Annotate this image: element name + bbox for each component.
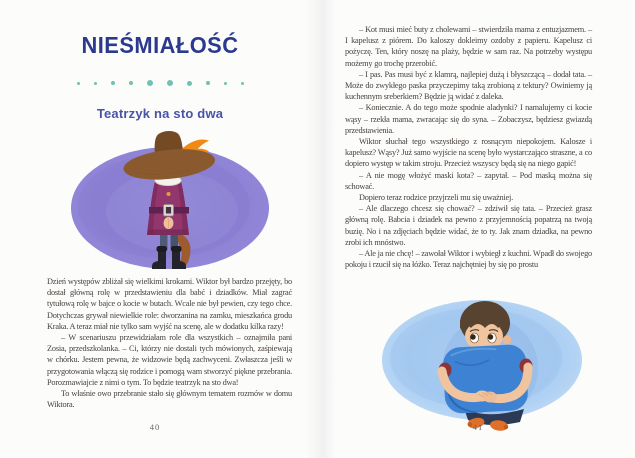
paragraph: – Kot musi mieć buty z cholewami – stwierdziła mama z entuzjazmem. – I kapelusz z piórem. Do kaloszy dokleimy ozdoby z papieru. Kapelusz ci pożyczę. Ten, który noszę na plaży, będzie w sam raz. Na potrzeby występu możemy go trochę przerobić. [345,25,592,68]
paragraph: – A nie mogę włożyć maski kota? – zapytał. – Pod maską można się schować. [345,170,592,191]
story-title: Teatrzyk na sto dwa [96,106,224,121]
paragraph: Dzień występów zbliżał się wielkimi krokami. Wiktor był bardzo przejęty, bo dostał główną rolę w przedstawieniu dla babć i dziadków. Miał zagrać tytułową rolę w bajce o kocie w butach. Wcale nie był pewien, czy tego chce. Dotychczas grywał niewielkie role: dworzanina na zamku, mieszkańca grodu Kraka. A teraz miał nie tylko sam wyjść na scenę, ale w dodatku kilka razy! [47,277,292,331]
blue-pillow [442,344,528,414]
paragraph: – Ale ja nie chcę! – zawołał Wiktor i wybiegł z kuchni. Wpadł do swojego pokoju i rzucił się na łóżko. Teraz najchętniej by się po prostu [345,249,592,270]
dot-icon [77,82,80,85]
paragraph: To właśnie owo przebranie stało się głównym tematem rozmów w domu Wiktora. [47,389,292,410]
paragraph: – I pas. Pas musi być z klamrą, najlepiej dużą i błyszczącą – dodał tata. – Może do zwykłego paska przyczepimy taką zrobioną z tektury? Owiniemy ją kuchennym sreberkiem? Będzie ją widać z daleka. [345,69,592,102]
dot-icon [167,80,173,86]
dot-icon [206,81,210,85]
dot-icon [129,81,133,85]
illustration-boy-hugging-pillow [378,290,588,432]
paragraph: – W scenariuszu przewidziałam role dla wszystkich – oznajmiła pani Zosia, przedszkolanka. – Ci, którzy nie dostali tych mówionych, zaśpiewają w chórku. Jestem pewna, że widzowie będą zachwyceni. Zwłaszcza jeśli w przygotowania włączą się rodzice i pomogą wam stworzyć piękne przebrania. Porozmawiajcie z nimi o tym. To będzie teatrzyk na sto dwa! [47,333,292,387]
page-gutter [306,0,336,458]
paragraph: Wiktor słuchał tego wszystkiego z rosnącym niepokojem. Kalosze i kapelusz? Wąsy? Już samo wyjście na scenę było wystarczająco straszne, a co dopiero występ w takim stroju. Przecież wszyscy będą się na niego gapić! [345,137,592,169]
page-number-left: 40 [149,422,161,432]
left-page-text [47,276,292,410]
dot-icon [241,82,244,85]
chapter-title: NIEŚMIAŁOŚĆ [81,32,239,58]
dot-icon [111,81,115,85]
illustration-puss-in-boots-child [68,128,278,273]
dot-icon [187,81,192,86]
page-number-right: 41 [472,422,484,432]
dot-icon [147,80,153,86]
boy-ear [503,336,512,345]
paragraph: – Koniecznie. A do tego może spodnie aladynki? I namalujemy ci kocie wąsy – rzekła mama, zwracając się do syna. – Zobaczysz, będziesz gwiazdą przedstawienia. [345,103,592,135]
right-page-text [345,24,592,270]
dot-icon [94,82,97,85]
paragraph: – Ale dlaczego chcesz się chować? – zdziwił się tata. – Przecież grasz główną rolę. Babcia i dziadek na pewno z przyjemnością popatrzą na twoją buzię. No i na zdjęciach będzie widać, że to ty. Jak znam dziadka, na pewno zrobi ich mnóstwo. [345,204,592,247]
paragraph: Dopiero teraz rodzice przyjrzeli mu się uważniej. [359,193,513,203]
gold-button [167,192,171,196]
clasped-hands [164,217,174,229]
dot-icon [224,82,227,85]
title-ornament-dots [28,78,292,88]
